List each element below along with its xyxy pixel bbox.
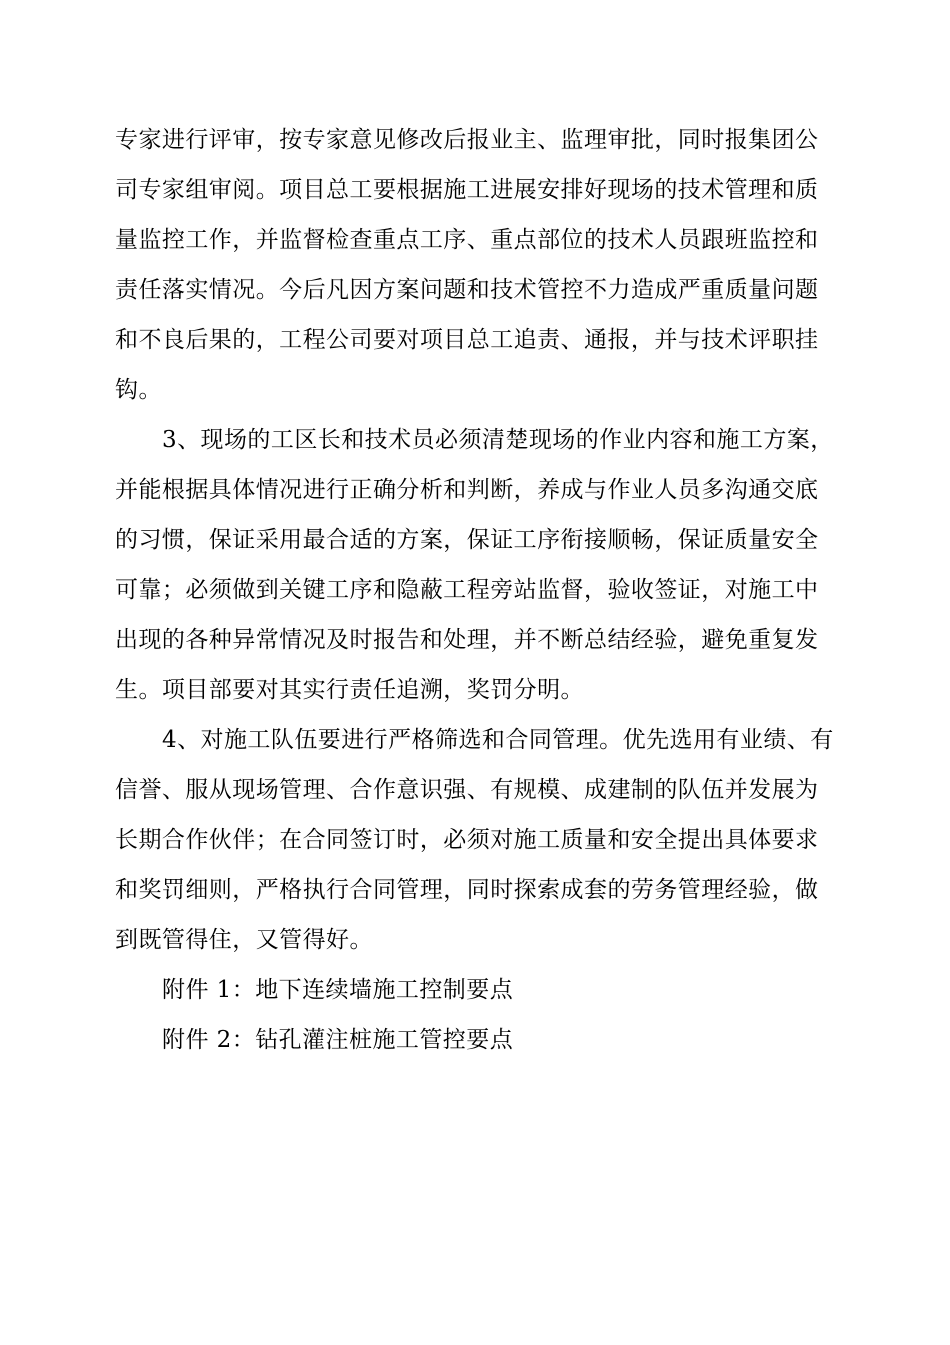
text-line: 和奖罚细则，严格执行合同管理，同时探索成套的劳务管理经验，做 bbox=[115, 877, 819, 903]
text-line: 钩。 bbox=[115, 377, 162, 403]
attachment-1: 附件 1：地下连续墙施工控制要点 bbox=[162, 977, 514, 1003]
text-line: 的习惯，保证采用最合适的方案，保证工序衔接顺畅，保证质量安全 bbox=[115, 527, 819, 553]
text-line: 到既管得住，又管得好。 bbox=[115, 927, 373, 953]
text-line: 可靠；必须做到关键工序和隐蔽工程旁站监督，验收签证，对施工中 bbox=[115, 577, 819, 603]
paragraph-3-first-line: 3、现场的工区长和技术员必须清楚现场的作业内容和施工方案， bbox=[162, 427, 834, 453]
text-line: 出现的各种异常情况及时报告和处理，并不断总结经验，避免重复发 bbox=[115, 627, 819, 653]
text-line: 司专家组审阅。项目总工要根据施工进展安排好现场的技术管理和质 bbox=[115, 177, 819, 203]
text-line: 长期合作伙伴；在合同签订时，必须对施工质量和安全提出具体要求 bbox=[115, 827, 819, 853]
text-line: 和不良后果的，工程公司要对项目总工追责、通报，并与技术评职挂 bbox=[115, 327, 819, 353]
text-line: 专家进行评审，按专家意见修改后报业主、监理审批，同时报集团公 bbox=[115, 127, 819, 153]
paragraph-4-first-line: 4、对施工队伍要进行严格筛选和合同管理。优先选用有业绩、有 bbox=[162, 727, 834, 753]
text-line: 量监控工作，并监督检查重点工序、重点部位的技术人员跟班监控和 bbox=[115, 227, 819, 253]
text-line: 生。项目部要对其实行责任追溯，奖罚分明。 bbox=[115, 677, 584, 703]
text-line: 责任落实情况。今后凡因方案问题和技术管控不力造成严重质量问题 bbox=[115, 277, 819, 303]
text-line: 并能根据具体情况进行正确分析和判断，养成与作业人员多沟通交底 bbox=[115, 477, 819, 503]
text-line: 信誉、服从现场管理、合作意识强、有规模、成建制的队伍并发展为 bbox=[115, 777, 819, 803]
attachment-2: 附件 2：钻孔灌注桩施工管控要点 bbox=[162, 1027, 514, 1053]
